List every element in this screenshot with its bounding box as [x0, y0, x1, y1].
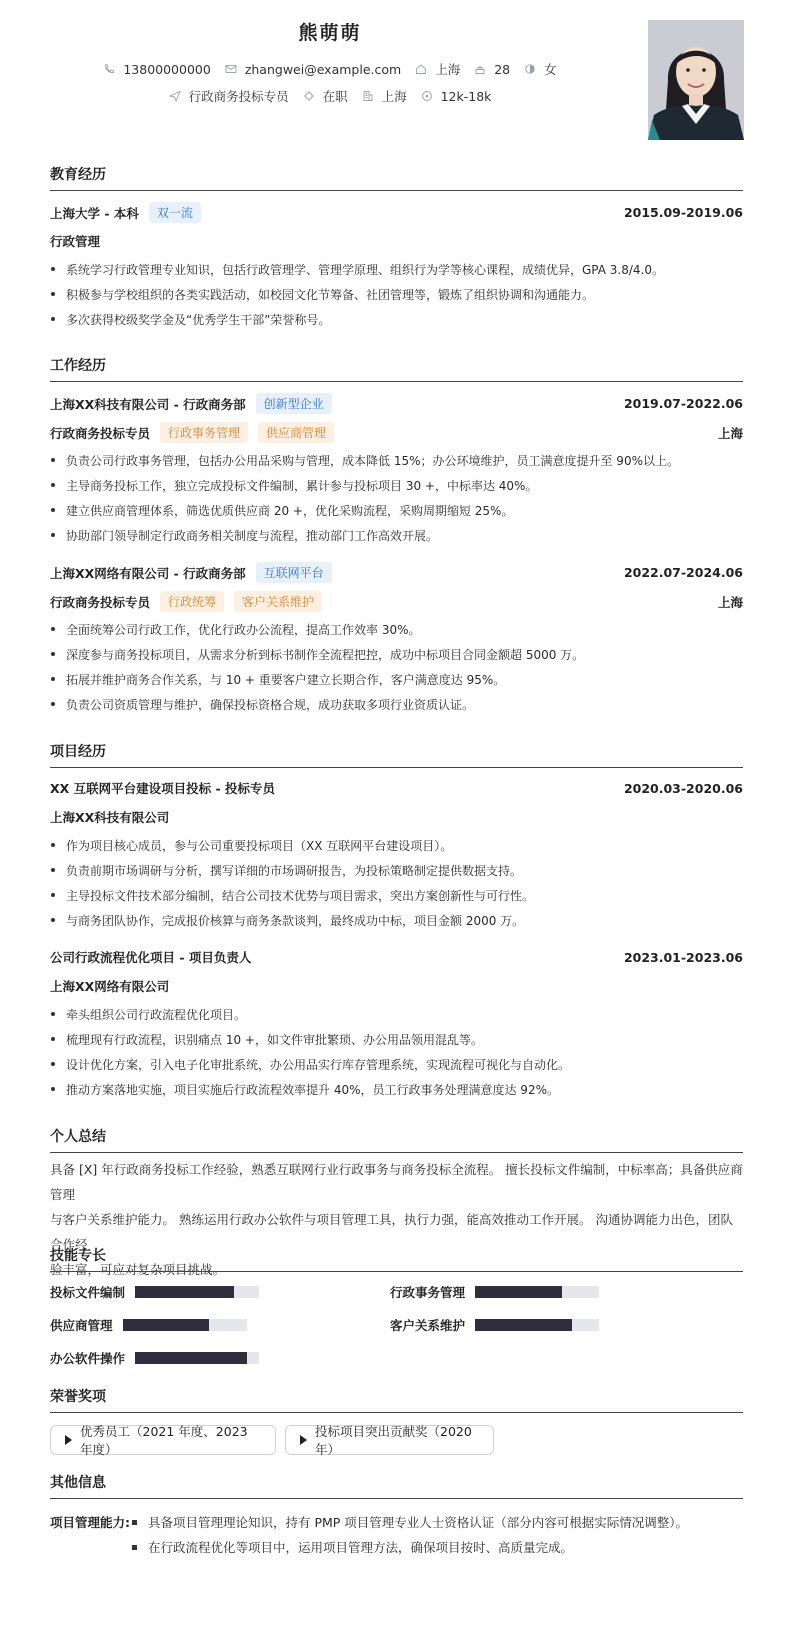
salary-text: 12k-18k: [440, 88, 492, 104]
play-icon: [300, 1435, 307, 1445]
skill-bar: [475, 1319, 599, 1331]
skill-item: [390, 1283, 599, 1301]
education-school: 上海大学 - 本科: [50, 205, 139, 221]
job-location: 上海: [717, 425, 743, 441]
job-company: 上海XX网络有限公司 - 行政商务部: [50, 565, 246, 581]
award-item[interactable]: [285, 1425, 494, 1455]
project-header-row: [50, 779, 743, 797]
email-text: zhangwei@example.com: [244, 61, 402, 77]
skill-bar-fill: [135, 1352, 247, 1364]
job-skill-tag: 行政事务管理: [160, 422, 248, 443]
project-company: 上海XX网络有限公司: [50, 979, 170, 994]
building-icon: [362, 90, 374, 102]
award-label: 投标项目突出贡献奖（2020 年）: [315, 1424, 472, 1457]
other-section-title: 其他信息: [50, 1472, 743, 1499]
salary-icon: [421, 90, 433, 102]
home-icon: [415, 63, 427, 75]
project-date: 2023.01-2023.06: [623, 949, 743, 965]
award-label: 优秀员工（2021 年度、2023 年度）: [80, 1424, 248, 1457]
skill-item: [50, 1283, 259, 1301]
job-date: 2022.07-2024.06: [623, 565, 743, 580]
job-company-tag: 互联网平台: [256, 562, 332, 583]
skill-item: [50, 1316, 247, 1334]
other-item: 具备项目管理理论知识，持有 PMP 项目管理专业人士资格认证（部分内容可根据实际情况调整）。: [132, 1513, 688, 1531]
skill-bar: [135, 1286, 259, 1298]
mail-icon: [225, 63, 237, 75]
education-date: 2015.09-2019.06: [623, 205, 743, 220]
project-bullet: 与商务团队协作，完成报价核算与商务条款谈判，最终成功中标，项目金额 2000 万。: [50, 912, 743, 929]
job-bullet: 负责公司资质管理与维护，确保投标资格合规，成功获取多项行业资质认证。: [50, 696, 743, 713]
gender-item: [524, 60, 557, 78]
skill-bar: [123, 1319, 247, 1331]
job-role-group: [50, 591, 322, 612]
status-icon: [303, 90, 315, 102]
job-role: 行政商务投标专员: [50, 425, 151, 441]
job-skill-tag: 供应商管理: [258, 422, 334, 443]
city-text: 上海: [435, 62, 461, 77]
skill-name: 办公软件操作: [50, 1351, 126, 1366]
skill-bar: [135, 1352, 259, 1364]
job-skill-tag: 客户关系维护: [234, 591, 322, 612]
project-company: 上海XX科技有限公司: [50, 810, 170, 825]
other-label: 项目管理能力:: [50, 1515, 130, 1530]
skill-bar-fill: [135, 1286, 234, 1298]
summary-line: 验丰富，可应对复杂项目挑战。: [50, 1262, 226, 1277]
job-role-row: [50, 591, 743, 612]
project-bullet: 负责前期市场调研与分析，撰写详细的市场调研报告，为投标策略制定提供数据支持。: [50, 862, 743, 879]
job-role: 行政商务投标专员: [50, 594, 151, 610]
project-bullet: 梳理现有行政流程，识别痛点 10 +，如文件审批繁琐、办公用品领用混乱等。: [50, 1031, 743, 1048]
project-header-row: [50, 948, 743, 966]
phone-text: 13800000000: [123, 61, 211, 77]
contact-row: [0, 60, 660, 78]
education-section-title: 教育经历: [50, 164, 743, 191]
gender-icon: [524, 63, 536, 75]
skill-item: [50, 1349, 259, 1367]
job-role-group: [50, 422, 334, 443]
job-company-group: [50, 562, 332, 583]
city-item: [415, 60, 460, 78]
job-bullet: 主导商务投标工作，独立完成投标文件编制，累计参与投标项目 30 +，中标率达 40%。: [50, 477, 743, 494]
skills-section-title: 技能专长: [50, 1245, 743, 1272]
education-tag: 双一流: [149, 202, 201, 223]
education-bullet: 系统学习行政管理专业知识，包括行政管理学、管理学原理、组织行为学等核心课程，成绩优异，GPA 3.8/4.0。: [50, 261, 743, 278]
play-icon: [65, 1435, 72, 1445]
skill-bar: [475, 1286, 599, 1298]
profile-photo: [648, 20, 744, 140]
education-school-group: [50, 202, 201, 223]
project-name: XX 互联网平台建设项目投标 - 投标专员: [50, 781, 276, 796]
skill-name: 行政事务管理: [390, 1285, 466, 1300]
other-item: 在行政流程优化等项目中，运用项目管理方法，确保项目按时、高质量完成。: [132, 1538, 573, 1556]
job-bullet: 建立供应商管理体系，筛选优质供应商 20 +，优化采购流程，采购周期缩短 25%。: [50, 502, 743, 519]
education-bullet: 多次获得校级奖学金及“优秀学生干部”荣誉称号。: [50, 311, 743, 328]
skill-bar-fill: [475, 1319, 572, 1331]
project-bullet: 推动方案落地实施，项目实施后行政流程效率提升 40%，员工行政事务处理满意度达 92%。: [50, 1081, 743, 1098]
skill-item: [390, 1316, 599, 1334]
education-header-row: [50, 202, 743, 223]
project-bullet: 主导投标文件技术部分编制，结合公司技术优势与项目需求，突出方案创新性与可行性。: [50, 887, 743, 904]
position-text: 行政商务投标专员: [188, 89, 289, 104]
status-text: 在职: [322, 89, 348, 104]
education-major: 行政管理: [50, 234, 101, 249]
project-bullet: 牵头组织公司行政流程优化项目。: [50, 1006, 743, 1023]
age-item: [474, 62, 510, 77]
work-section-title: 工作经历: [50, 355, 743, 382]
email-item: [225, 62, 401, 77]
job-company-tag: 创新型企业: [256, 393, 332, 414]
job-intent-row: [0, 87, 660, 105]
summary-section-title: 个人总结: [50, 1126, 743, 1153]
job-company-group: [50, 393, 332, 414]
phone-item: [103, 62, 210, 77]
gender-text: 女: [544, 62, 557, 77]
status-item: [303, 87, 348, 105]
phone-icon: [103, 63, 115, 75]
candidate-name: 熊萌萌: [298, 22, 362, 44]
job-header-row: [50, 562, 743, 583]
target-city-item: [362, 87, 407, 105]
project-bullet: 设计优化方案，引入电子化审批系统，办公用品实行库存管理系统，实现流程可视化与自动化。: [50, 1056, 743, 1073]
skill-bar-fill: [123, 1319, 210, 1331]
summary-line: 具备 [X] 年行政商务投标工作经验，熟悉互联网行业行政事务与商务投标全流程。 擅长投标文件编制，中标率高；具备供应商管理: [50, 1162, 743, 1202]
job-bullet: 协助部门领导制定行政商务相关制度与流程，推动部门工作高效开展。: [50, 527, 743, 544]
project-bullet: 作为项目核心成员，参与公司重要投标项目（XX 互联网平台建设项目）。: [50, 837, 743, 854]
job-bullet: 拓展并维护商务合作关系，与 10 + 重要客户建立长期合作，客户满意度达 95%。: [50, 671, 743, 688]
skill-name: 投标文件编制: [50, 1285, 126, 1300]
target-city-text: 上海: [381, 89, 407, 104]
job-bullet: 负责公司行政事务管理，包括办公用品采购与管理，成本降低 15%；办公环境维护，员工满意度提升至 90%以上。: [50, 452, 743, 469]
age-text: 28: [494, 61, 511, 77]
job-skill-tag: 行政统筹: [160, 591, 224, 612]
send-icon: [169, 90, 181, 102]
job-bullet: 全面统筹公司行政工作，优化行政办公流程，提高工作效率 30%。: [50, 621, 743, 638]
job-company: 上海XX科技有限公司 - 行政商务部: [50, 396, 246, 412]
salary-item: [421, 89, 492, 104]
summary-line: 与客户关系维护能力。 熟练运用行政办公软件与项目管理工具，执行力强，能高效推动工作开展。 沟通协调能力出色，团队合作经: [50, 1212, 733, 1252]
education-bullet: 积极参与学校组织的各类实践活动，如校园文化节筹备、社团管理等，锻炼了组织协调和沟通能力。: [50, 286, 743, 303]
job-bullet: 深度参与商务投标项目，从需求分析到标书制作全流程把控，成功中标项目合同金额超 5000 万。: [50, 646, 743, 663]
project-name: 公司行政流程优化项目 - 项目负责人: [50, 950, 252, 965]
awards-section-title: 荣誉奖项: [50, 1386, 743, 1413]
job-header-row: [50, 393, 743, 414]
job-date: 2019.07-2022.06: [623, 396, 743, 411]
position-item: [169, 87, 289, 105]
award-item[interactable]: [50, 1425, 276, 1455]
projects-section-title: 项目经历: [50, 741, 743, 768]
skill-bar-fill: [475, 1286, 562, 1298]
skill-name: 客户关系维护: [390, 1318, 466, 1333]
age-icon: [474, 63, 486, 75]
skill-name: 供应商管理: [50, 1318, 113, 1333]
job-location: 上海: [717, 594, 743, 610]
project-date: 2020.03-2020.06: [623, 780, 743, 796]
job-role-row: [50, 422, 743, 443]
